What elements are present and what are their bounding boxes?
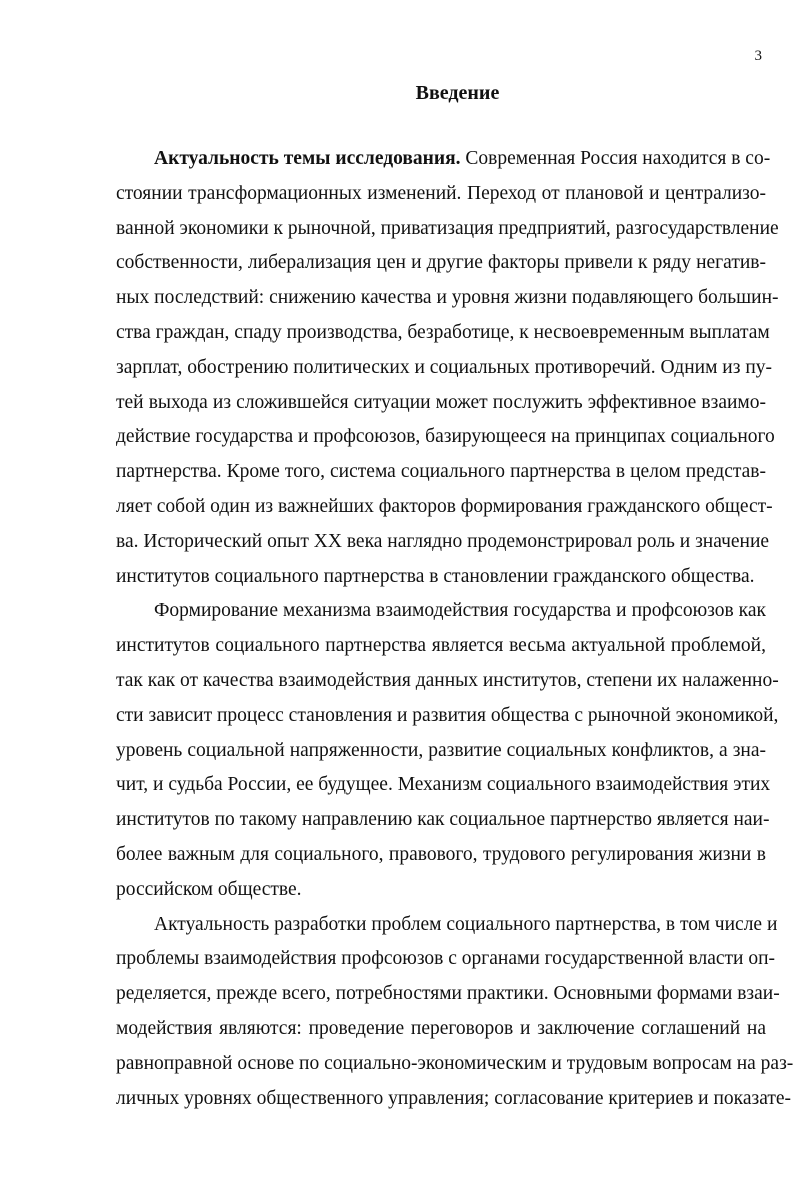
- section-heading: Введение: [415, 82, 500, 104]
- paragraph-line: модействия являются: проведение переговоров и заключение соглашений на: [116, 1017, 766, 1039]
- paragraph-line: ных последствий: снижению качества и уровня жизни подавляющего большин-: [116, 287, 779, 309]
- paragraph-line: Актуальность разработки проблем социального партнерства, в том числе и: [154, 913, 778, 935]
- paragraph-line: ределяется, прежде всего, потребностями практики. Основными формами взаи-: [116, 983, 780, 1005]
- paragraph-1: [116, 142, 779, 594]
- paragraph-line: институтов социального партнерства является весьма актуальной проблемой,: [116, 635, 766, 657]
- paragraph-line: зарплат, обострению политических и социальных противоречий. Одним из пу-: [116, 356, 772, 378]
- paragraph-line: стоянии трансформационных изменений. Переход от плановой и централизо-: [116, 182, 766, 204]
- paragraph-line: ванной экономики к рыночной, приватизация предприятий, разгосударствление: [116, 217, 779, 239]
- paragraph-line: российском обществе.: [116, 878, 302, 900]
- page-number: 3: [754, 48, 762, 64]
- paragraph-line: личных уровнях общественного управления; согласование критериев и показате-: [116, 1087, 792, 1109]
- paragraph-line: уровень социальной напряженности, развитие социальных конфликтов, а зна-: [116, 739, 766, 761]
- paragraph-line: чит, и судьба России, ее будущее. Механизм социального взаимодействия этих: [116, 774, 771, 796]
- paragraph-line: так как от качества взаимодействия данных институтов, степени их налаженно-: [116, 669, 779, 691]
- paragraph-line: более важным для социального, правового, трудового регулирования жизни в: [116, 843, 766, 865]
- paragraph-line: институтов социального партнерства в становлении гражданского общества.: [116, 565, 755, 587]
- paragraph-lead: Актуальность темы исследования.: [154, 148, 461, 169]
- paragraph-line: действие государства и профсоюзов, базирующееся на принципах социального: [116, 426, 775, 448]
- paragraph-line: ва. Исторический опыт XX века наглядно продемонстрировал роль и значение: [116, 530, 770, 552]
- paragraph-line: Формирование механизма взаимодействия государства и профсоюзов как: [154, 600, 766, 622]
- paragraph-line: равноправной основе по социально-экономическим и трудовым вопросам на раз-: [116, 1052, 794, 1074]
- paragraph-line: институтов по такому направлению как социальное партнерство является наи-: [116, 809, 770, 831]
- paragraph-line: ства граждан, спаду производства, безработице, к несвоевременным выплатам: [116, 321, 770, 343]
- body-text: [116, 142, 794, 1116]
- paragraph-3: [116, 908, 794, 1117]
- paragraph-2: [116, 594, 779, 907]
- paragraph-line: проблемы взаимодействия профсоюзов с органами государственной власти оп-: [116, 948, 776, 970]
- paragraph-line: сти зависит процесс становления и развития общества с рыночной экономикой,: [116, 704, 779, 726]
- paragraph-line: Актуальность темы исследования. Современная Россия находится в со-: [154, 148, 771, 169]
- paragraph-line: тей выхода из сложившейся ситуации может послужить эффективное взаимо-: [116, 391, 766, 413]
- paragraph-line: собственности, либерализация цен и другие факторы привели к ряду негатив-: [116, 252, 766, 274]
- paragraph-line: партнерства. Кроме того, система социального партнерства в целом представ-: [116, 461, 766, 483]
- paragraph-line: ляет собой один из важнейших факторов формирования гражданского общест-: [116, 495, 773, 517]
